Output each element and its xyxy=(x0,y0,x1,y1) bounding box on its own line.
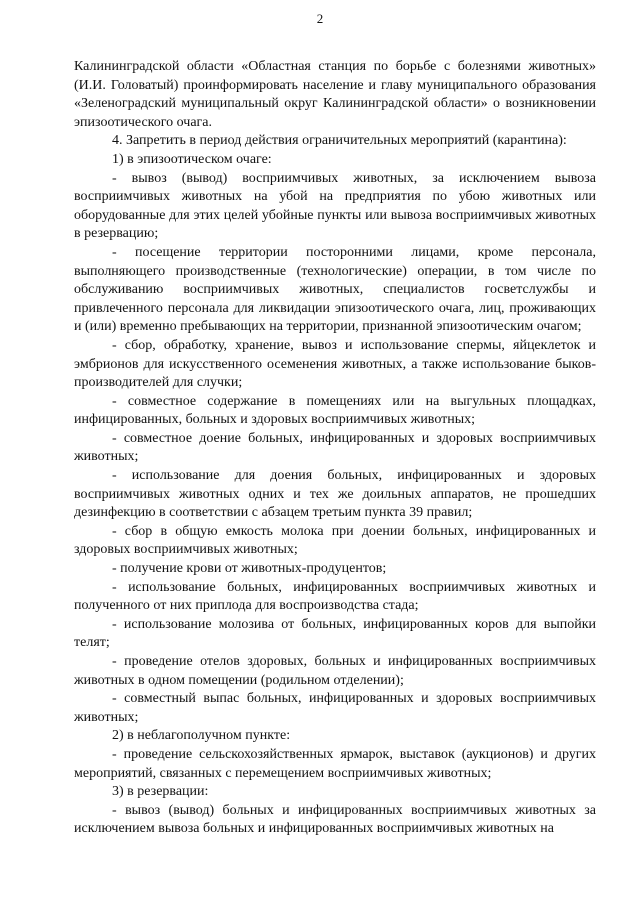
paragraph-bullet: - проведение отелов здоровых, больных и инфицированных восприимчивых животных в одном помещении (родильном отделении); xyxy=(74,654,596,688)
paragraph-bullet: - вывоз (вывод) восприимчивых животных, за исключением вывоза восприимчивых животных на убой на предприятия по убою животных или оборудованные для этих целей убойные пункты или вывоза восприимчивых животных в резервацию; xyxy=(74,170,596,242)
paragraph-subitem-1: 1) в эпизоотическом очаге: xyxy=(112,151,272,167)
paragraph-notification: Калининградской области «Областная станция по борьбе с болезнями животных» (И.И. Головатый) проинформировать население и главу муниципального образования «Зеленоградский муниципальный округ Калининградской области» о возникновении эпизоотического очага. xyxy=(74,59,596,130)
paragraph-bullet: - посещение территории посторонними лицами, кроме персонала, выполняющего производственные (технологические) операции, в том числе по обслуживанию восприимчивых животных, специалистов госветслужбы и привлеченного персонала для ликвидации эпизоотического очага, лиц, проживающих и (или) временно пребывающих на территории, признанной эпизоотическим очагом; xyxy=(74,244,596,335)
paragraph-subitem-2: 2) в неблагополучном пункте: xyxy=(112,728,291,744)
paragraph-subitem-3: 3) в резервации: xyxy=(112,784,209,800)
paragraph-bullet: - совместное содержание в помещениях или на выгульных площадках, инфицированных, больных и здоровых восприимчивых животных; xyxy=(74,393,596,428)
paragraph-bullet: - сбор в общую емкость молока при доении больных, инфицированных и здоровых восприимчивых животных; xyxy=(74,523,596,558)
paragraph-bullet: - использование молозива от больных, инфицированных коров для выпойки телят; xyxy=(74,616,596,651)
paragraph-bullet: - использование больных, инфицированных восприимчивых животных и полученного от них приплода для воспроизводства стада; xyxy=(74,579,596,614)
document-body xyxy=(74,58,596,839)
paragraph-bullet: - использование для доения больных, инфицированных и здоровых восприимчивых животных одних и тех же доильных аппаратов, не прошедших дезинфекцию в соответствии с абзацем третьим пункта 39 правил; xyxy=(74,468,596,521)
paragraph-item-4: 4. Запретить в период действия ограничительных мероприятий (карантина): xyxy=(112,133,567,149)
paragraph-bullet: - сбор, обработку, хранение, вывоз и использование спермы, яйцеклеток и эмбрионов для искусственного осеменения животных, а также использование быков-производителей для случки; xyxy=(74,337,596,391)
page-number: 2 xyxy=(316,11,324,26)
paragraph-bullet: - проведение сельскохозяйственных ярмарок, выставок (аукционов) и других мероприятий, связанных с перемещением восприимчивых животных; xyxy=(74,746,596,781)
paragraph-bullet: - совместное доение больных, инфицированных и здоровых восприимчивых животных; xyxy=(74,430,596,465)
paragraph-bullet: - вывоз (вывод) больных и инфицированных восприимчивых животных за исключением вывоза больных и инфицированных восприимчивых животных на xyxy=(74,802,596,837)
paragraph-bullet: - получение крови от животных-продуцентов; xyxy=(112,561,387,577)
paragraph-bullet: - совместный выпас больных, инфицированных и здоровых восприимчивых животных; xyxy=(74,691,596,725)
